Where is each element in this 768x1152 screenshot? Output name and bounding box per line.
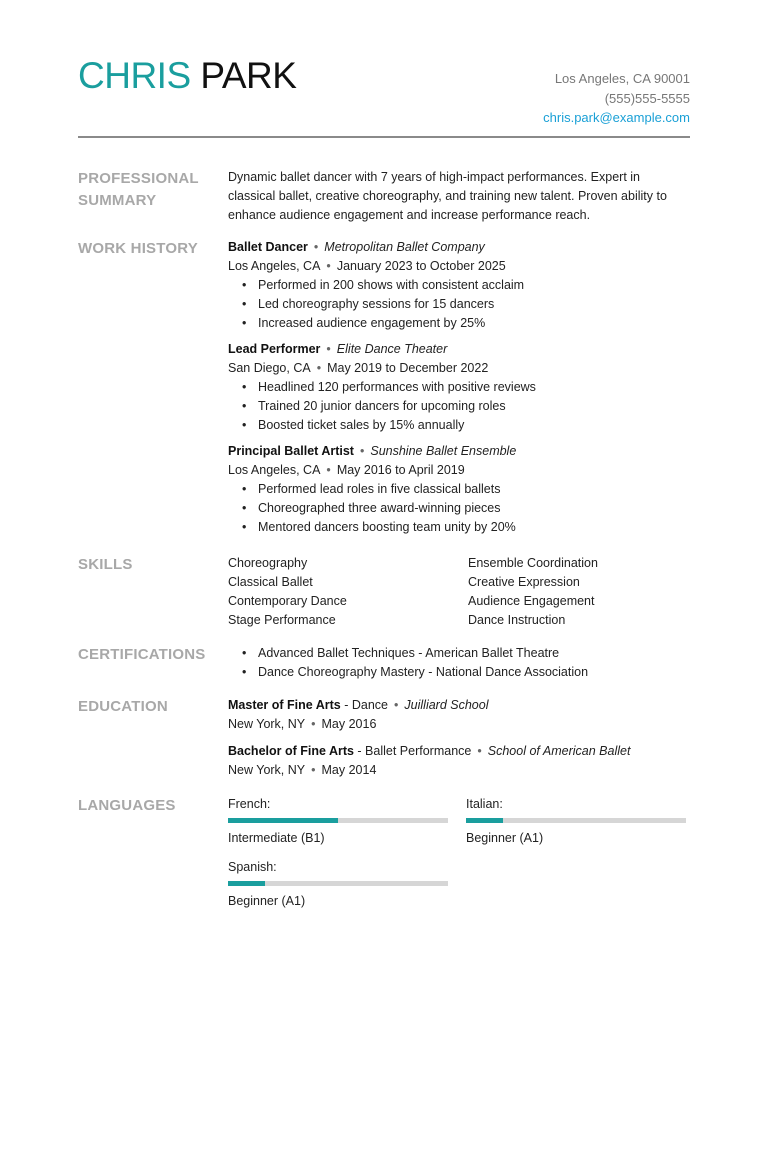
job-bullets	[228, 276, 690, 333]
job-dates: May 2019 to December 2022	[327, 361, 489, 375]
education-list	[228, 696, 690, 788]
skills-list	[228, 554, 690, 630]
job-role: Ballet Dancer	[228, 240, 308, 254]
skill-item: Choreography	[228, 556, 308, 570]
job-bullets	[228, 378, 690, 435]
skill-item: Stage Performance	[228, 613, 336, 627]
work-history-title: WORK HISTORY	[78, 240, 198, 257]
education-heading	[228, 696, 690, 715]
job-bullet: • Performed in 200 shows with consistent acclaim	[258, 276, 690, 295]
language-level: Intermediate (B1)	[228, 831, 325, 845]
skills-title: SKILLS	[78, 556, 133, 573]
job-company: Metropolitan Ballet Company	[324, 240, 485, 254]
separator-dot: •	[326, 259, 331, 273]
candidate-name	[78, 56, 296, 96]
certification-item: • Advanced Ballet Techniques - American Ballet Theatre	[258, 644, 690, 663]
language-name: Spanish:	[228, 860, 277, 874]
education-date: May 2016	[321, 717, 377, 731]
language-proficiency-fill	[466, 818, 503, 823]
separator-dot: •	[313, 240, 319, 254]
job-role: Lead Performer	[228, 342, 321, 356]
education-entry	[228, 696, 690, 734]
summary-title	[78, 168, 208, 212]
separator-dot: •	[326, 463, 331, 477]
skill-item: Ensemble Coordination	[468, 556, 598, 570]
job-dates: January 2023 to October 2025	[336, 259, 506, 273]
language-proficiency-bar	[228, 881, 448, 886]
job-bullet: • Headlined 120 performances with positive reviews	[258, 378, 690, 397]
language-name: French:	[228, 797, 271, 811]
education-date: May 2014	[321, 763, 377, 777]
language-item	[466, 795, 690, 848]
job-bullet: • Performed lead roles in five classical ballets	[258, 480, 690, 499]
separator-dot: •	[311, 717, 316, 731]
job-entry	[228, 442, 690, 537]
skill-item: Creative Expression	[468, 575, 580, 589]
separator-dot: •	[359, 444, 365, 458]
separator-dot: •	[326, 342, 331, 356]
job-bullet: • Increased audience engagement by 25%	[258, 314, 690, 333]
language-proficiency-fill	[228, 881, 265, 886]
address: Los Angeles, CA 90001	[554, 71, 690, 86]
job-bullet: • Trained 20 junior dancers for upcoming roles	[258, 397, 690, 416]
language-proficiency-fill	[228, 818, 338, 823]
job-heading	[228, 340, 690, 359]
school: Juilliard School	[404, 698, 489, 712]
job-location: Los Angeles, CA	[228, 259, 321, 273]
job-bullet: • Led choreography sessions for 15 dancers	[258, 295, 690, 314]
education-entry	[228, 742, 690, 780]
language-proficiency-bar	[466, 818, 686, 823]
job-role: Principal Ballet Artist	[228, 444, 354, 458]
education-meta	[228, 761, 690, 780]
job-bullet: • Mentored dancers boosting team unity by 20%	[258, 518, 690, 537]
job-location: San Diego, CA	[228, 361, 311, 375]
skill-item: Classical Ballet	[228, 575, 313, 589]
certifications-list	[228, 644, 690, 682]
skill-item: Audience Engagement	[468, 594, 595, 608]
summary-title-line2: SUMMARY	[78, 192, 157, 209]
job-meta	[228, 359, 690, 378]
job-entry	[228, 340, 690, 435]
summary-title-line1: PROFESSIONAL	[78, 170, 199, 187]
certifications-title: CERTIFICATIONS	[78, 646, 206, 663]
languages-list	[228, 795, 690, 911]
language-name: Italian:	[466, 797, 503, 811]
header-divider	[78, 136, 690, 138]
degree-field: - Dance	[340, 698, 389, 712]
school: School of American Ballet	[487, 744, 631, 758]
degree: Bachelor of Fine Arts	[228, 744, 354, 758]
certification-item: • Dance Choreography Mastery - National Dance Association	[258, 663, 690, 682]
job-company: Sunshine Ballet Ensemble	[370, 444, 517, 458]
education-location: New York, NY	[228, 763, 306, 777]
education-location: New York, NY	[228, 717, 306, 731]
degree: Master of Fine Arts	[228, 698, 341, 712]
certification-bullets	[228, 644, 690, 682]
separator-dot: •	[311, 763, 316, 777]
contact-info	[543, 69, 690, 128]
job-company: Elite Dance Theater	[336, 342, 448, 356]
phone: (555)555-5555	[604, 90, 690, 106]
job-heading	[228, 442, 690, 461]
job-heading	[228, 238, 690, 257]
language-proficiency-bar	[228, 818, 448, 823]
job-dates: May 2016 to April 2019	[336, 463, 465, 477]
language-item	[228, 795, 466, 848]
language-item	[228, 858, 466, 911]
skill-item: Dance Instruction	[468, 613, 566, 627]
separator-dot: •	[316, 361, 322, 375]
job-bullet: • Choreographed three award-winning pieces	[258, 499, 690, 518]
summary-text: Dynamic ballet dancer with 7 years of high-impact performances. Expert in classical ballet, creative choreography, and training new talent. Proven ability to enhance audience engagement and increase performance reach.	[228, 170, 667, 222]
job-entry	[228, 238, 690, 333]
job-meta	[228, 461, 690, 480]
languages-title: LANGUAGES	[78, 797, 176, 814]
skill-item: Contemporary Dance	[228, 594, 347, 608]
last-name: PARK	[200, 55, 297, 96]
job-meta	[228, 257, 690, 276]
education-heading	[228, 742, 690, 761]
education-title: EDUCATION	[78, 698, 168, 715]
job-bullet: • Boosted ticket sales by 15% annually	[258, 416, 690, 435]
language-level: Beginner (A1)	[466, 831, 544, 845]
separator-dot: •	[477, 744, 482, 758]
job-location: Los Angeles, CA	[228, 463, 321, 477]
first-name: CHRIS	[78, 55, 191, 96]
work-history-list	[228, 238, 690, 537]
separator-dot: •	[394, 698, 399, 712]
language-level: Beginner (A1)	[228, 894, 306, 908]
resume-header	[78, 52, 690, 136]
education-meta	[228, 715, 690, 734]
job-bullets	[228, 480, 690, 537]
degree-field: - Ballet Performance	[353, 744, 472, 758]
email-link[interactable]: chris.park@example.com	[543, 110, 690, 125]
